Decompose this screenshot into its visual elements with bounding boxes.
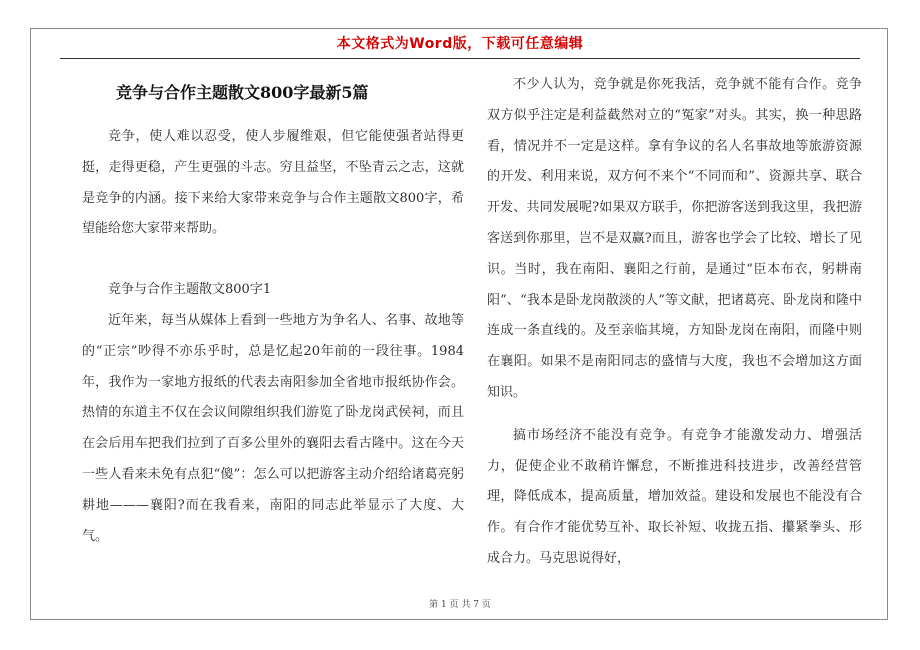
left-column	[82, 80, 464, 552]
spacer	[487, 409, 862, 421]
body-paragraph-1: 近年来，每当从媒体上看到一些地方为争名人、名事、故地等的“正宗”吵得不亦乐乎时，总是忆起20年前的一段往事。1984年，我作为一家地方报纸的代表去南阳参加全省地市报纸协作会。热情的东道主不仅在会议间隙组织我们游览了卧龙岗武侯祠，而且在会后用车把我们拉到了百多公里外的襄阳去看古隆中。这在今天一些人看来未免有点犯“傻”：怎么可以把游客主动介绍给诸葛亮躬耕地———襄阳?而在我看来，南阳的同志此举显示了大度、大气。	[82, 312, 464, 544]
header-rule	[60, 58, 860, 59]
word-format-notice: 本文格式为Word版，下载可任意编辑	[336, 36, 584, 52]
document-title: 竞争与合作主题散文800字最新5篇	[116, 83, 369, 102]
page-number: 第 1 页 共 7 页	[429, 600, 491, 610]
body-paragraph-3: 搞市场经济不能没有竞争。有竞争才能激发动力、增强活力，促使企业不敢稍许懈怠，不断推进科技进步，改善经营管理，降低成本，提高质量，增加效益。建设和发展也不能没有合作。有合作才能优势互补、取长补短、收拢五指、攥紧拳头、形成合力。马克思说得好，	[487, 427, 862, 566]
section-heading: 竞争与合作主题散文800字1	[108, 282, 272, 298]
right-column	[487, 70, 862, 575]
intro-paragraph: 竞争，使人难以忍受，使人步履维艰，但它能使强者站得更挺，走得更稳，产生更强的斗志。穷且益坚，不坠青云之志，这就是竞争的内涵。接下来给大家带来竞争与合作主题散文800字，希望能给您大家带来帮助。	[82, 129, 464, 237]
spacer	[82, 245, 464, 275]
body-paragraph-2: 不少人认为，竞争就是你死我活，竞争就不能有合作。竞争双方似乎注定是利益截然对立的“冤家”对头。其实，换一种思路看，情况并不一定是这样。拿有争议的名人名事故地等旅游资源的开发、利用来说，双方何不来个“不同而和”、资源共享、联合开发、共同发展呢?如果双方联手，你把游客送到我这里，我把游客送到你那里，岂不是双赢?而且，游客也学会了比较、增长了见识。当时，我在南阳、襄阳之行前，是通过“臣本布衣，躬耕南阳”、“我本是卧龙岗散淡的人”等文献，把诸葛亮、卧龙岗和隆中连成一条直线的。及至亲临其境，方知卧龙岗在南阳，而隆中则在襄阳。如果不是南阳同志的盛情与大度，我也不会增加这方面知识。	[487, 77, 862, 400]
